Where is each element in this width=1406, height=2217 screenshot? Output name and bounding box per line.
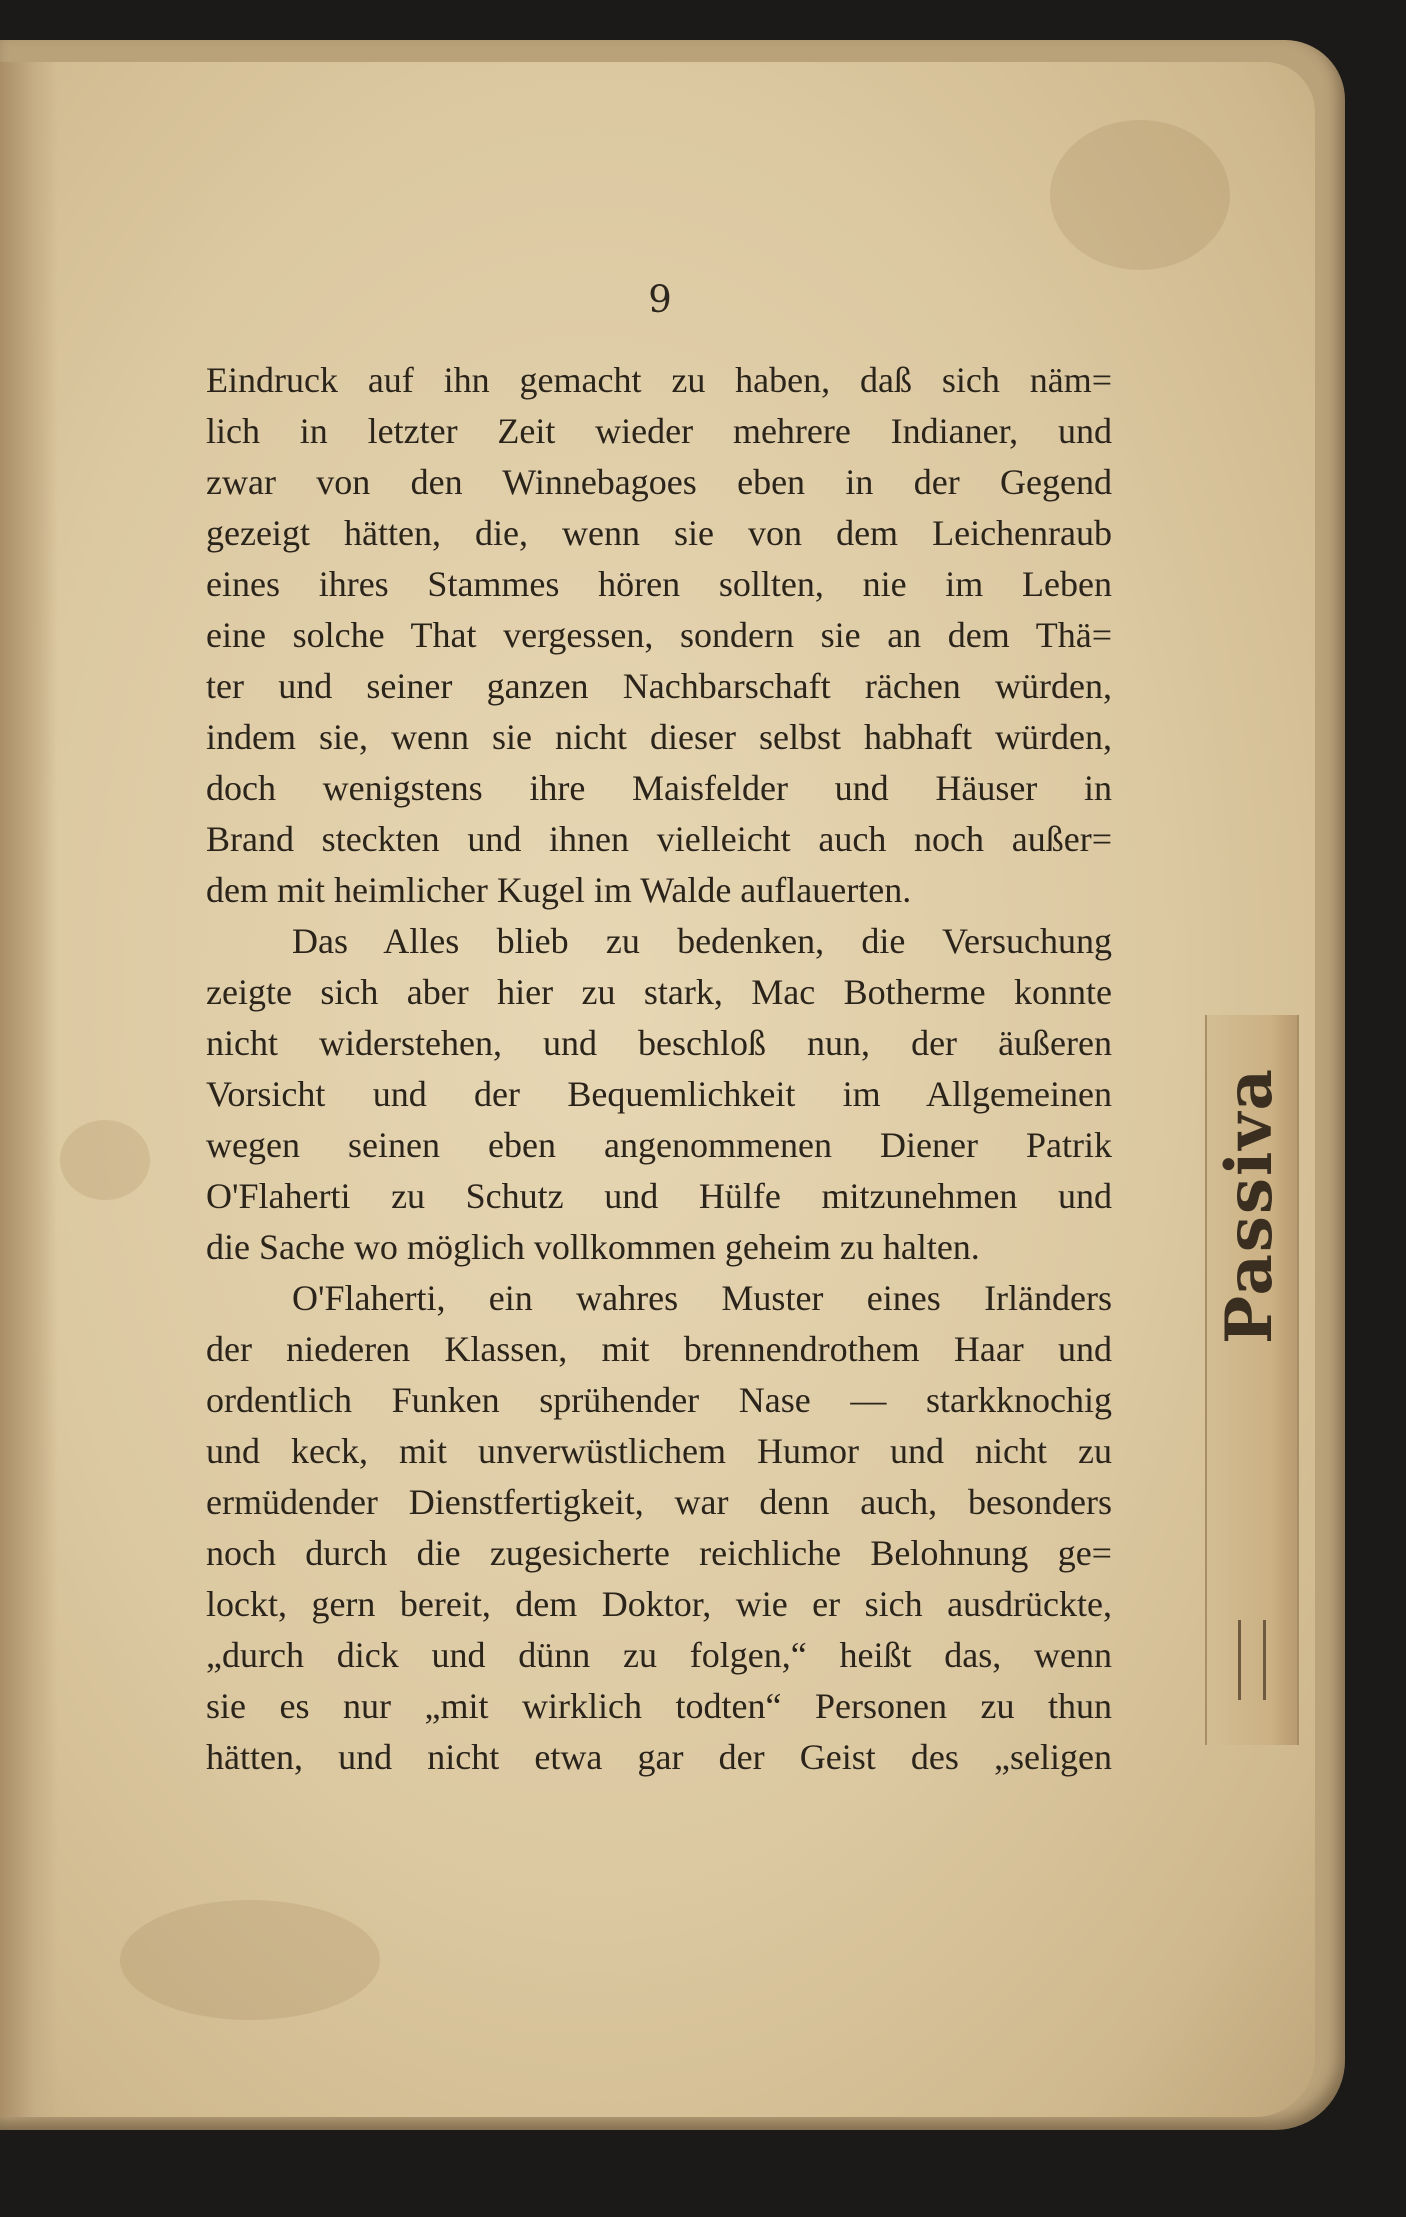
text-line: gezeigt hätten, die, wenn sie von dem Leichenraub	[206, 513, 1112, 553]
text-line: Brand steckten und ihnen vielleicht auch noch außer=	[206, 819, 1112, 859]
text-line: ermüdender Dienstfertigkeit, war denn auch, besonders	[206, 1482, 1112, 1522]
paper-stain	[120, 1900, 380, 2020]
page-gutter-shadow	[0, 62, 58, 2117]
text-line: eine solche That vergessen, sondern sie an dem Thä=	[206, 615, 1112, 655]
text-line: lich in letzter Zeit wieder mehrere Indianer, und	[206, 411, 1112, 451]
text-line: ordentlich Funken sprühender Nase — starkknochig	[206, 1380, 1112, 1420]
text-line: dem mit heimlicher Kugel im Walde auflauerten.	[206, 870, 912, 910]
text-line: Das Alles blieb zu bedenken, die Versuchung	[292, 921, 1112, 961]
text-line: O'Flaherti, ein wahres Muster eines Irländers	[292, 1278, 1112, 1318]
edge-label-rule	[1238, 1620, 1266, 1700]
text-line: Eindruck auf ihn gemacht zu haben, daß sich näm=	[206, 360, 1112, 400]
text-line: eines ihres Stammes hören sollten, nie im Leben	[206, 564, 1112, 604]
text-line: zeigte sich aber hier zu stark, Mac Botherme konnte	[206, 972, 1112, 1012]
text-line: der niederen Klassen, mit brennendrothem Haar und	[206, 1329, 1112, 1369]
text-line: die Sache wo möglich vollkommen geheim zu halten.	[206, 1227, 980, 1267]
edge-label-text: Passiva	[1212, 1066, 1287, 1344]
edge-label	[1212, 1055, 1287, 1355]
text-line: O'Flaherti zu Schutz und Hülfe mitzunehmen und	[206, 1176, 1112, 1216]
page-number: 9	[648, 278, 672, 321]
text-line: doch wenigstens ihre Maisfelder und Häuser in	[206, 768, 1112, 808]
text-line: ter und seiner ganzen Nachbarschaft rächen würden,	[206, 666, 1112, 706]
text-line: nicht widerstehen, und beschloß nun, der äußeren	[206, 1023, 1112, 1063]
text-line: Vorsicht und der Bequemlichkeit im Allgemeinen	[206, 1074, 1112, 1114]
text-line: zwar von den Winnebagoes eben in der Gegend	[206, 462, 1112, 502]
text-line: noch durch die zugesicherte reichliche Belohnung ge=	[206, 1533, 1112, 1573]
text-line: lockt, gern bereit, dem Doktor, wie er sich ausdrückte,	[206, 1584, 1112, 1624]
text-line: indem sie, wenn sie nicht dieser selbst habhaft würden,	[206, 717, 1112, 757]
text-line: sie es nur „mit wirklich todten“ Personen zu thun	[206, 1686, 1112, 1726]
text-line: „durch dick und dünn zu folgen,“ heißt das, wenn	[206, 1635, 1112, 1675]
paper-stain	[60, 1120, 150, 1200]
text-line: wegen seinen eben angenommenen Diener Patrik	[206, 1125, 1112, 1165]
paper-stain	[1050, 120, 1230, 270]
text-line: hätten, und nicht etwa gar der Geist des „seligen	[206, 1737, 1112, 1777]
text-line: und keck, mit unverwüstlichem Humor und nicht zu	[206, 1431, 1112, 1471]
body-text	[206, 355, 1112, 1783]
